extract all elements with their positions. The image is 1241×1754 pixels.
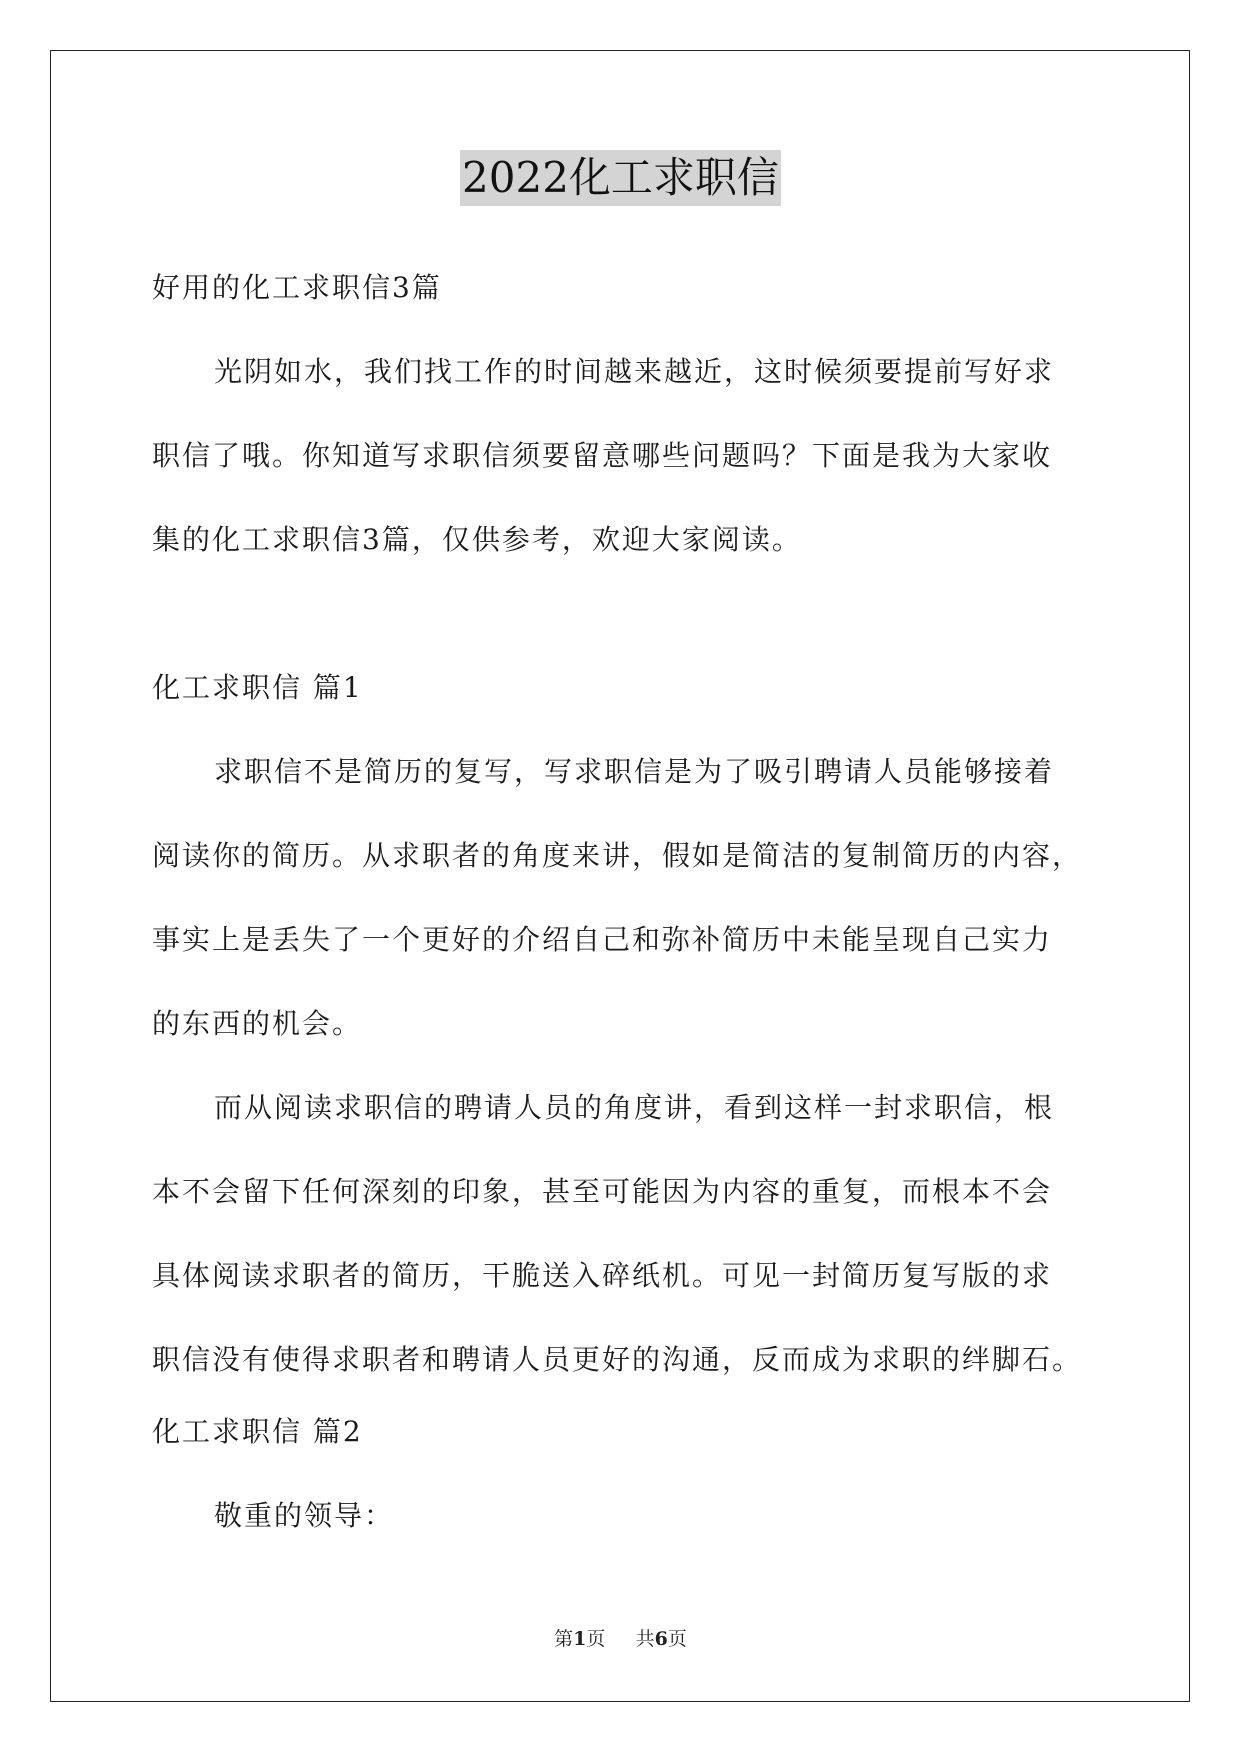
total-suffix: 页 [667,1628,687,1650]
document-title: 2022化工求职信 [460,150,781,206]
page-total: 6 [654,1628,668,1650]
greeting: 敬重的领导： [214,1499,395,1532]
section1-heading: 化工求职信 篇1 [152,671,363,704]
subtitle: 好用的化工求职信3篇 [152,271,442,304]
section1-p2-line-1: 而从阅读求职信的聘请人员的角度讲，看到这样一封求职信，根 [214,1091,1055,1124]
page-prefix: 第 [554,1628,574,1650]
section1-p2-line-3: 具体阅读求职者的简历，干脆送入碎纸机。可见一封简历复写版的求 [152,1259,1053,1292]
total-prefix: 共 [635,1628,655,1650]
section1-p2-line-4: 职信没有使得求职者和聘请人员更好的沟通，反而成为求职的绊脚石。 [152,1343,1083,1376]
section1-p1-line-4: 的东西的机会。 [152,1007,363,1040]
intro-line-3: 集的化工求职信3篇，仅供参考，欢迎大家阅读。 [152,523,802,556]
section2-heading: 化工求职信 篇2 [152,1415,363,1448]
section1-p1-line-1: 求职信不是简历的复写，写求职信是为了吸引聘请人员能够接着 [214,755,1055,788]
page-current: 1 [573,1628,587,1650]
intro-line-1: 光阴如水，我们找工作的时间越来越近，这时候须要提前写好求 [214,355,1055,388]
title-wrap [0,150,1241,206]
section1-p1-line-3: 事实上是丢失了一个更好的介绍自己和弥补简历中未能呈现自己实力 [152,923,1053,956]
intro-line-2: 职信了哦。你知道写求职信须要留意哪些问题吗？下面是我为大家收 [152,439,1053,472]
page-suffix: 页 [586,1628,606,1650]
section1-p2-line-2: 本不会留下任何深刻的印象，甚至可能因为内容的重复，而根本不会 [152,1175,1053,1208]
section1-p1-line-2: 阅读你的简历。从求职者的角度来讲，假如是简洁的复制简历的内容， [152,839,1083,872]
page-footer [0,1625,1241,1653]
